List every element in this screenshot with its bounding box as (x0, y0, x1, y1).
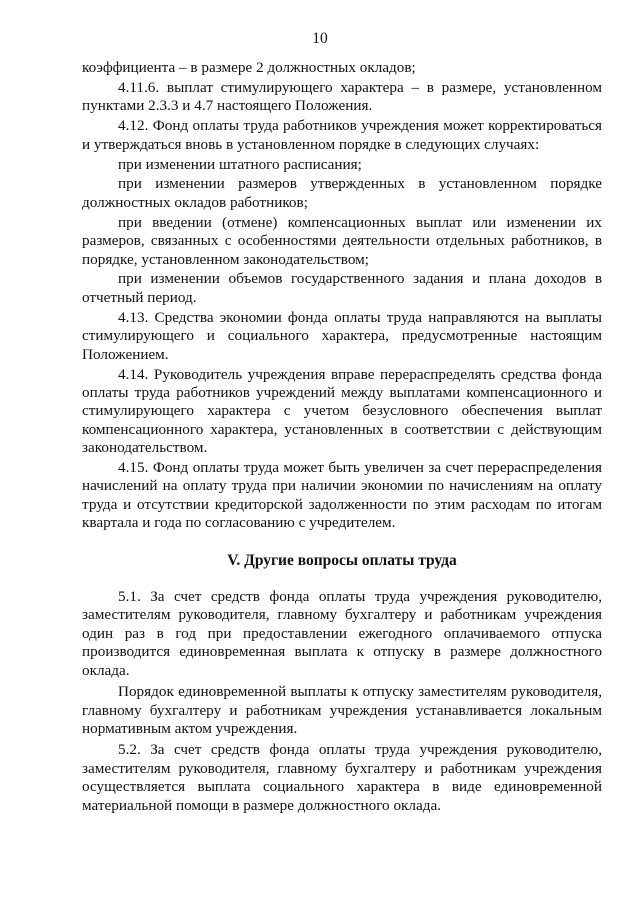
paragraph-4-11-6: 4.11.6. выплат стимулирующего характера – в размере, установленном пунктами 2.3.3 и 4.7 настоящего Положения. (82, 78, 602, 115)
paragraph-vacation-procedure: Порядок единовременной выплаты к отпуску заместителям руководителя, главному бухгалтеру и работникам учреждения устанавливается локальным нормативным актом учреждения. (82, 683, 602, 737)
paragraph-4-12: 4.12. Фонд оплаты труда работников учреждения может корректироваться и утверждаться вновь в установленном порядке в следующих случаях: (82, 117, 602, 153)
paragraph-4-14: 4.14. Руководитель учреждения вправе перераспределять средства фонда оплаты труда работников учреждений между выплатами компенсационного и стимулирующего характера с учетом безусловного обеспечения выплат компенсационного характера, установленных в соответствии с действующим законодательством. (82, 365, 602, 457)
list-item-salary-sizes: при изменении размеров утвержденных в установленном порядке должностных окладов работников; (82, 175, 602, 211)
page-number: 10 (312, 30, 328, 47)
list-item-state-task: при изменении объемов государственного задания и плана доходов в отчетный период. (82, 270, 602, 306)
list-item-staffing: при изменении штатного расписания; (118, 155, 362, 173)
paragraph-5-1: 5.1. За счет средств фонда оплаты труда учреждения руководителю, заместителям руководителя, главному бухгалтеру и работникам учреждения один раз в год при предоставлении ежегодного оплачиваемого отпуска производится единовременная выплата к отпуску в размере должностного оклада. (82, 588, 602, 679)
paragraph-4-15: 4.15. Фонд оплаты труда может быть увеличен за счет перераспределения начислений на оплату труда при наличии экономии по начислениям на оплату труда и отсутствии кредиторской задолженности по этим расходам по итогам квартала и года по согласованию с учредителем. (82, 459, 602, 532)
paragraph-5-2: 5.2. За счет средств фонда оплаты труда учреждения руководителю, заместителям руководителя, главному бухгалтеру и работникам учреждения осуществляется выплата социального характера в виде единовременной материальной помощи в размере должностного оклада. (82, 741, 602, 814)
section-heading: V. Другие вопросы оплаты труда (227, 551, 457, 569)
document-body (82, 59, 602, 815)
paragraph-4-13: 4.13. Средства экономии фонда оплаты труда направляются на выплаты стимулирующего и социального характера, предусмотренные настоящим Положением. (82, 308, 602, 363)
paragraph-continuation: коэффициента – в размере 2 должностных окладов; (82, 59, 416, 76)
list-item-compensation: при введении (отмене) компенсационных выплат или изменении их размеров, связанных с особенностями деятельности отдельных работников, в порядке, установленном законодательством; (82, 213, 602, 268)
